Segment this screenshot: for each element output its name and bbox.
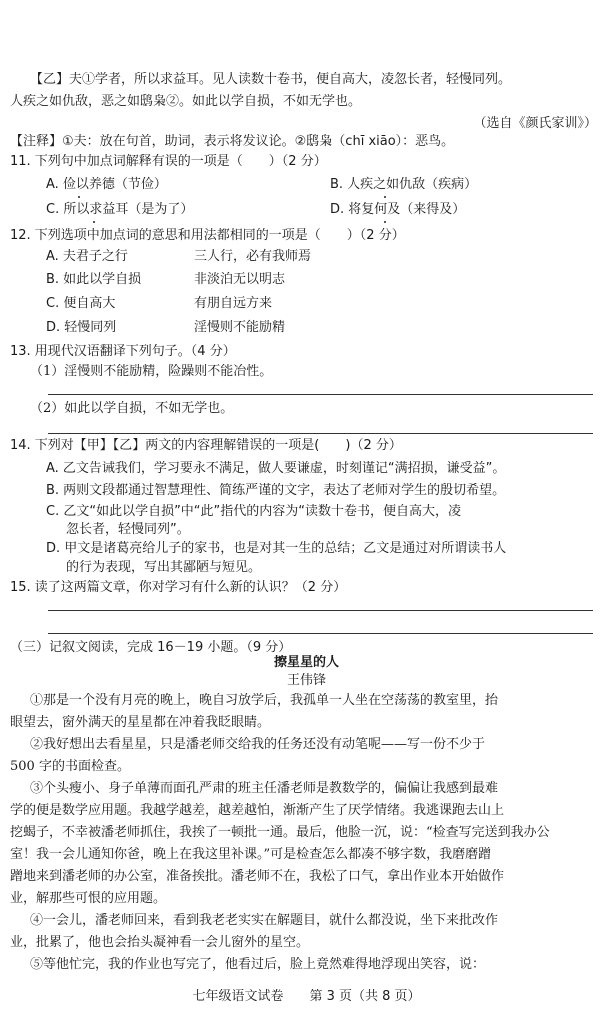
question-12-stem: 12. 下列选项中加点词的意思和用法都相同的一项是（ ）（2 分） — [10, 228, 405, 243]
q12-option-a-left: A. 夫君子之行 — [46, 249, 128, 264]
q14-option-d-line-2: 的行为表现，写出其鄙陋与短见。 — [66, 560, 262, 575]
question-15-stem: 15. 读了这两篇文章，你对学习有什么新的认识？（2 分） — [10, 580, 347, 595]
q14-option-b: B. 两则文段都通过智慧理性、简练严谨的文字，表达了老师对学生的殷切希望。 — [46, 483, 506, 498]
q12-option-a-right: 三人行，必有我师焉 — [194, 249, 312, 264]
article-line: 500 字的书面检查。 — [10, 759, 130, 774]
page-footer: 七年级语文试卷 第 3 页（共 8 页） — [192, 989, 421, 1004]
article-line: ①那是一个没有月亮的晚上，晚自习放学后，我孤单一人坐在空荡荡的教室里，抬 — [30, 693, 499, 708]
section-3-heading: （三）记叙文阅读，完成 16－19 小题。（9 分） — [10, 640, 292, 655]
emphasis-dot — [384, 196, 386, 198]
q14-option-a: A. 乙文告诫我们，学习要永不满足，做人要谦虚，时刻谨记“满招损，谦受益”。 — [46, 461, 506, 476]
q13-sentence-1: （1）淫慢则不能励精，险躁则不能冶性。 — [30, 364, 273, 379]
q12-option-b-left: B. 如此以学自损 — [46, 272, 142, 287]
question-13-stem: 13. 用现代汉语翻译下列句子。（4 分） — [10, 344, 236, 359]
q11-option-d: D. 将复何及（来得及） — [330, 202, 466, 217]
answer-line — [48, 633, 593, 634]
article-title: 擦星星的人 — [273, 655, 339, 670]
q12-option-c-right: 有朋自远方来 — [194, 296, 273, 311]
passage-yi-line-1: 【乙】夫①学者，所以求益耳。见人读数十卷书，便自高大，凌忽长者，轻慢同列。 — [30, 72, 512, 87]
q12-option-d-right: 淫慢则不能励精 — [194, 320, 286, 335]
question-11-stem: 11. 下列句中加点词解释有误的一项是（ ）（2 分） — [10, 154, 327, 169]
q11-option-a: A. 俭以养德（节俭） — [46, 177, 167, 192]
annotation-notes: 【注释】①夫：放在句首，助词，表示将发议论。②鸱枭（chī xiāo）：恶鸟。 — [10, 134, 455, 149]
answer-line — [48, 433, 593, 434]
article-line: ③个头瘦小、身子单薄而面孔严肃的班主任潘老师是教数学的，偏偏让我感到最难 — [30, 781, 499, 796]
article-line: 蹭地来到潘老师的办公室，准备挨批。潘老师不在，我松了口气，拿出作业本开始做作 — [10, 869, 505, 884]
q14-option-c-line-1: C. 乙文“如此以学自损”中“此”指代的内容为“读数十卷书，便自高大，凌 — [46, 504, 462, 519]
q13-sentence-2: （2）如此以学自损，不如无学也。 — [30, 401, 234, 416]
q14-option-d-line-1: D. 甲文是诸葛亮给儿子的家书，也是对其一生的总结；乙文是通过对所谓读书人 — [46, 541, 507, 556]
article-line: ②我好想出去看星星，只是潘老师交给我的任务还没有动笔呢——写一份不少于 — [30, 737, 486, 752]
article-line: 学的便是数学应用题。我越学越差，越差越怕，渐渐产生了厌学情绪。我逃课跑去山上 — [10, 803, 505, 818]
emphasis-dot — [93, 221, 95, 223]
article-line: ④一会儿，潘老师回来，看到我老老实实在解题目，就什么都没说，坐下来批改作 — [30, 913, 499, 928]
article-line: 业，批累了，他也会抬头凝神看一会儿窗外的星空。 — [10, 935, 310, 950]
q12-option-c-left: C. 便自高大 — [46, 296, 116, 311]
emphasis-dot — [78, 196, 80, 198]
emphasis-dot — [384, 221, 386, 223]
article-author: 王伟锋 — [286, 673, 326, 688]
q12-option-b-right: 非淡泊无以明志 — [194, 272, 286, 287]
article-line: 室！我一会儿通知你爸，晚上在我这里补课。”可是检查怎么都凑不够字数，我磨磨蹭 — [10, 847, 492, 862]
article-line: 挖蝎子，不幸被潘老师抓住，我挨了一顿批一通。最后，他脸一沉，说：“检查写完送到我办公 — [10, 825, 550, 840]
answer-line — [48, 610, 593, 611]
q12-option-d-left: D. 轻慢同列 — [46, 320, 117, 335]
q14-option-c-line-2: 忽长者，轻慢同列”。 — [66, 522, 190, 537]
question-14-stem: 14. 下列对【甲】【乙】两文的内容理解错误的一项是( )（2 分） — [10, 438, 402, 453]
q11-option-b: B. 人疾之如仇敌（疾病） — [330, 177, 478, 192]
article-line: 眼望去，窗外满天的星星都在冲着我眨眼睛。 — [10, 715, 271, 730]
q11-option-c: C. 所以求益耳（是为了） — [46, 202, 194, 217]
passage-yi-line-2: 人疾之如仇敌，恶之如鸱枭②。如此以学自损，不如无学也。 — [10, 94, 362, 109]
passage-source: （选自《颜氏家训》） — [473, 116, 597, 131]
article-line: ⑤等他忙完，我的作业也写完了，他看过后，脸上竟然难得地浮现出笑容，说： — [30, 957, 486, 972]
answer-line — [48, 394, 593, 395]
article-line: 业，解那些可恨的应用题。 — [10, 891, 167, 906]
